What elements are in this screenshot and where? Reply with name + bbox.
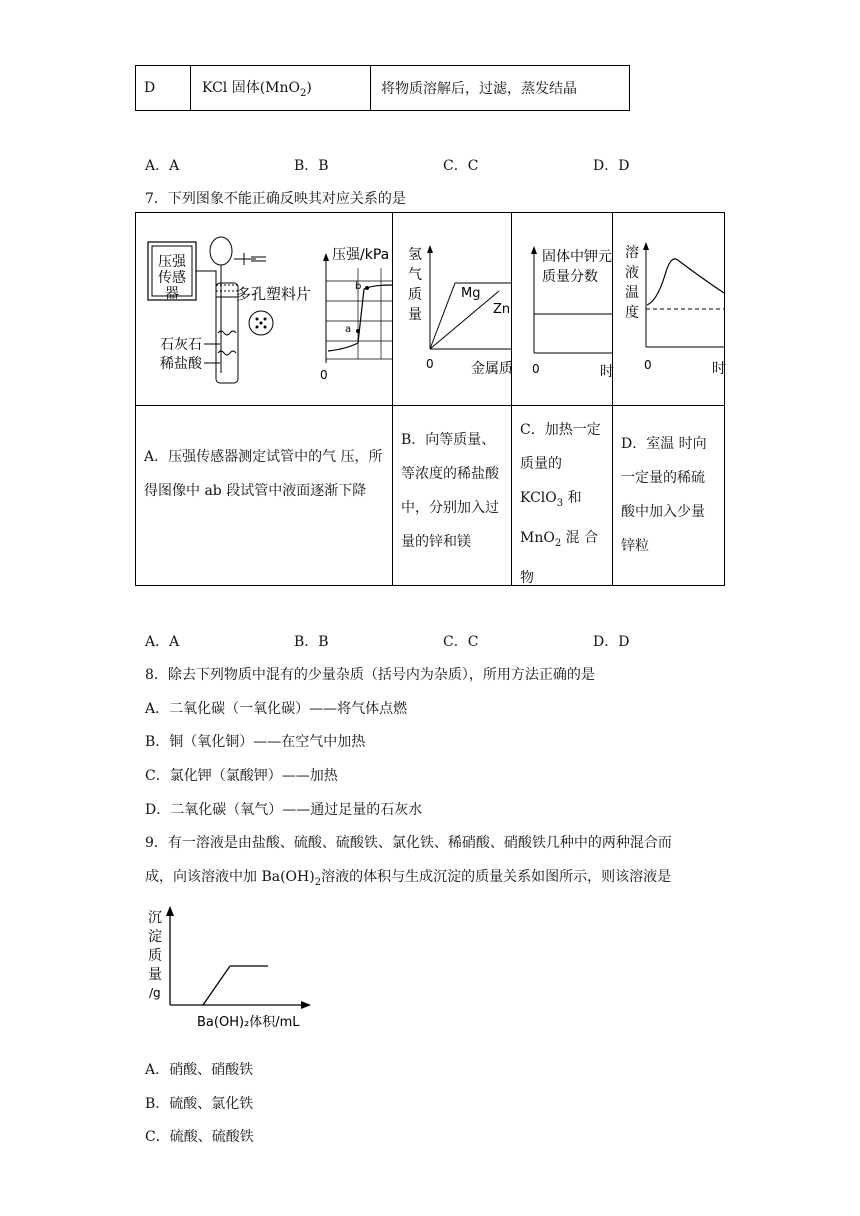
fig-c-xlabel: 时 bbox=[600, 364, 614, 380]
table-cell-label: D bbox=[136, 66, 191, 111]
fig-b-ylabel-1: 氢 bbox=[408, 247, 422, 263]
subscript: 2 bbox=[554, 537, 562, 549]
cell-c-he: 和 bbox=[563, 490, 582, 506]
fig-b-xlabel: 金属质 bbox=[471, 361, 513, 377]
reagent-table bbox=[135, 65, 630, 111]
table-cell-method: 将物质溶解后，过滤，蒸发结晶 bbox=[371, 66, 630, 111]
point-a-label: a bbox=[345, 324, 352, 335]
q6-option-c: C．C bbox=[443, 158, 479, 174]
q7-table-divider bbox=[135, 405, 725, 406]
table-row bbox=[136, 66, 630, 111]
fig-d-ylabel-1: 溶 bbox=[625, 245, 639, 261]
cell-b-text: B．向等质量、等浓度的稀盐酸中，分别加入过量的锌和镁 bbox=[401, 432, 499, 550]
q6-option-a: A．A bbox=[145, 158, 180, 174]
q7-option-c: C．C bbox=[443, 634, 479, 650]
q8-option-d: D．二氧化碳（氧气）——通过足量的石灰水 bbox=[145, 802, 423, 818]
fig-d-xlabel: 时 bbox=[712, 361, 726, 377]
cell-c-end: 混 合物 bbox=[520, 529, 599, 586]
q9-ylabel-4: 量 bbox=[148, 967, 162, 983]
fig-d-zero: 0 bbox=[644, 358, 652, 372]
zn-label: Zn bbox=[493, 302, 511, 317]
q7-cell-c bbox=[512, 413, 612, 595]
sensor-label-1: 压强 bbox=[158, 254, 186, 270]
fig-a-zero: 0 bbox=[320, 368, 328, 382]
cell-d-text: D．室温 时向一定量的稀硫酸中加入少量锌粒 bbox=[621, 436, 707, 554]
stone-label: 石灰石 bbox=[160, 337, 202, 353]
q6-option-b: B．B bbox=[294, 158, 329, 174]
substance-text: KCl 固体(MnO bbox=[202, 80, 301, 97]
q7-option-a: A．A bbox=[145, 634, 180, 650]
subscript: 3 bbox=[556, 497, 564, 509]
q7-cell-d bbox=[613, 427, 724, 563]
fig-b-ylabel-2: 气 bbox=[408, 267, 422, 283]
fig-c-graph bbox=[512, 213, 612, 405]
q9-ylabel-1: 沉 bbox=[148, 910, 162, 926]
substance-end: ) bbox=[306, 80, 312, 97]
mg-label: Mg bbox=[461, 286, 481, 301]
fig-d-graph bbox=[613, 213, 724, 405]
fig-a-apparatus bbox=[136, 213, 392, 405]
fig-c-zero: 0 bbox=[532, 362, 540, 376]
q8-stem: 8．除去下列物质中混有的少量杂质（括号内为杂质），所用方法正确的是 bbox=[145, 667, 595, 683]
cell-c-mno2: MnO bbox=[520, 529, 555, 546]
q9-option-a: A．硝酸、硝酸铁 bbox=[145, 1062, 254, 1078]
q9-graph bbox=[145, 900, 325, 1032]
fig-b-ylabel-4: 量 bbox=[408, 307, 422, 323]
q7-cell-a bbox=[136, 440, 392, 508]
point-b-label: b bbox=[355, 281, 362, 292]
q7-stem: 7．下列图象不能正确反映其对应关系的是 bbox=[145, 191, 406, 207]
q9-xlabel: Ba(OH)₂体积/mL bbox=[197, 1015, 300, 1030]
subscript: 2 bbox=[300, 87, 307, 99]
cell-c-kclo3: KClO bbox=[520, 490, 557, 506]
plate-label: 多孔塑料片 bbox=[236, 285, 312, 303]
q9-ylabel-2: 淀 bbox=[148, 929, 162, 945]
sensor-label-2: 传感 bbox=[158, 270, 186, 286]
q8-option-c: C．氯化钾（氯酸钾）——加热 bbox=[145, 768, 338, 784]
fig-c-ylabel-2: 质量分数 bbox=[542, 269, 598, 285]
q9-stem-line2 bbox=[145, 866, 671, 888]
cell-a-text: A．压强传感器测定试管中的气 压，所得图像中 ab 段试管中液面逐渐下降 bbox=[144, 449, 383, 499]
q9-ylabel-3: 质 bbox=[148, 948, 162, 964]
q7-option-d: D．D bbox=[593, 634, 630, 650]
q9-option-c: C．硫酸、硫酸铁 bbox=[145, 1129, 254, 1145]
q8-option-a: A．二氧化碳（一氧化碳）——将气体点燃 bbox=[145, 701, 408, 717]
fig-c-ylabel-1: 固体中钾元 bbox=[542, 249, 612, 265]
fig-a-ylabel: 压强/kPa bbox=[332, 247, 390, 263]
table-cell-substance bbox=[191, 66, 371, 111]
fig-b-zero: 0 bbox=[426, 357, 434, 371]
q9-option-b: B．硫酸、氯化铁 bbox=[145, 1096, 254, 1112]
fig-d-ylabel-4: 度 bbox=[625, 305, 639, 321]
q9-stem-line1: 9．有一溶液是由盐酸、硫酸、硫酸铁、氯化铁、稀硝酸、硝酸铁几种中的两种混合而 bbox=[145, 835, 672, 851]
q6-option-d: D．D bbox=[593, 158, 630, 174]
fig-d-ylabel-3: 温 bbox=[625, 285, 639, 301]
q9-stem-part2: 溶液的体积与生成沉淀的质量关系如图所示，则该溶液是 bbox=[321, 869, 672, 885]
q9-ylabel-5: /g bbox=[149, 986, 161, 1000]
fig-b-graph bbox=[393, 213, 511, 405]
sensor-label-3: 器 bbox=[165, 286, 179, 302]
subscript: 2 bbox=[314, 876, 322, 888]
q7-option-b: B．B bbox=[294, 634, 329, 650]
q8-option-b: B．铜（氧化铜）——在空气中加热 bbox=[145, 734, 366, 750]
q9-stem-part1: 成，向该溶液中加 Ba(OH) bbox=[145, 869, 315, 885]
acid-label: 稀盐酸 bbox=[160, 356, 202, 372]
fig-b-ylabel-3: 质 bbox=[408, 287, 422, 303]
cell-c-line1: C．加热一定质量的 bbox=[520, 422, 601, 472]
fig-d-ylabel-2: 液 bbox=[625, 265, 639, 281]
q7-cell-b bbox=[393, 423, 511, 559]
